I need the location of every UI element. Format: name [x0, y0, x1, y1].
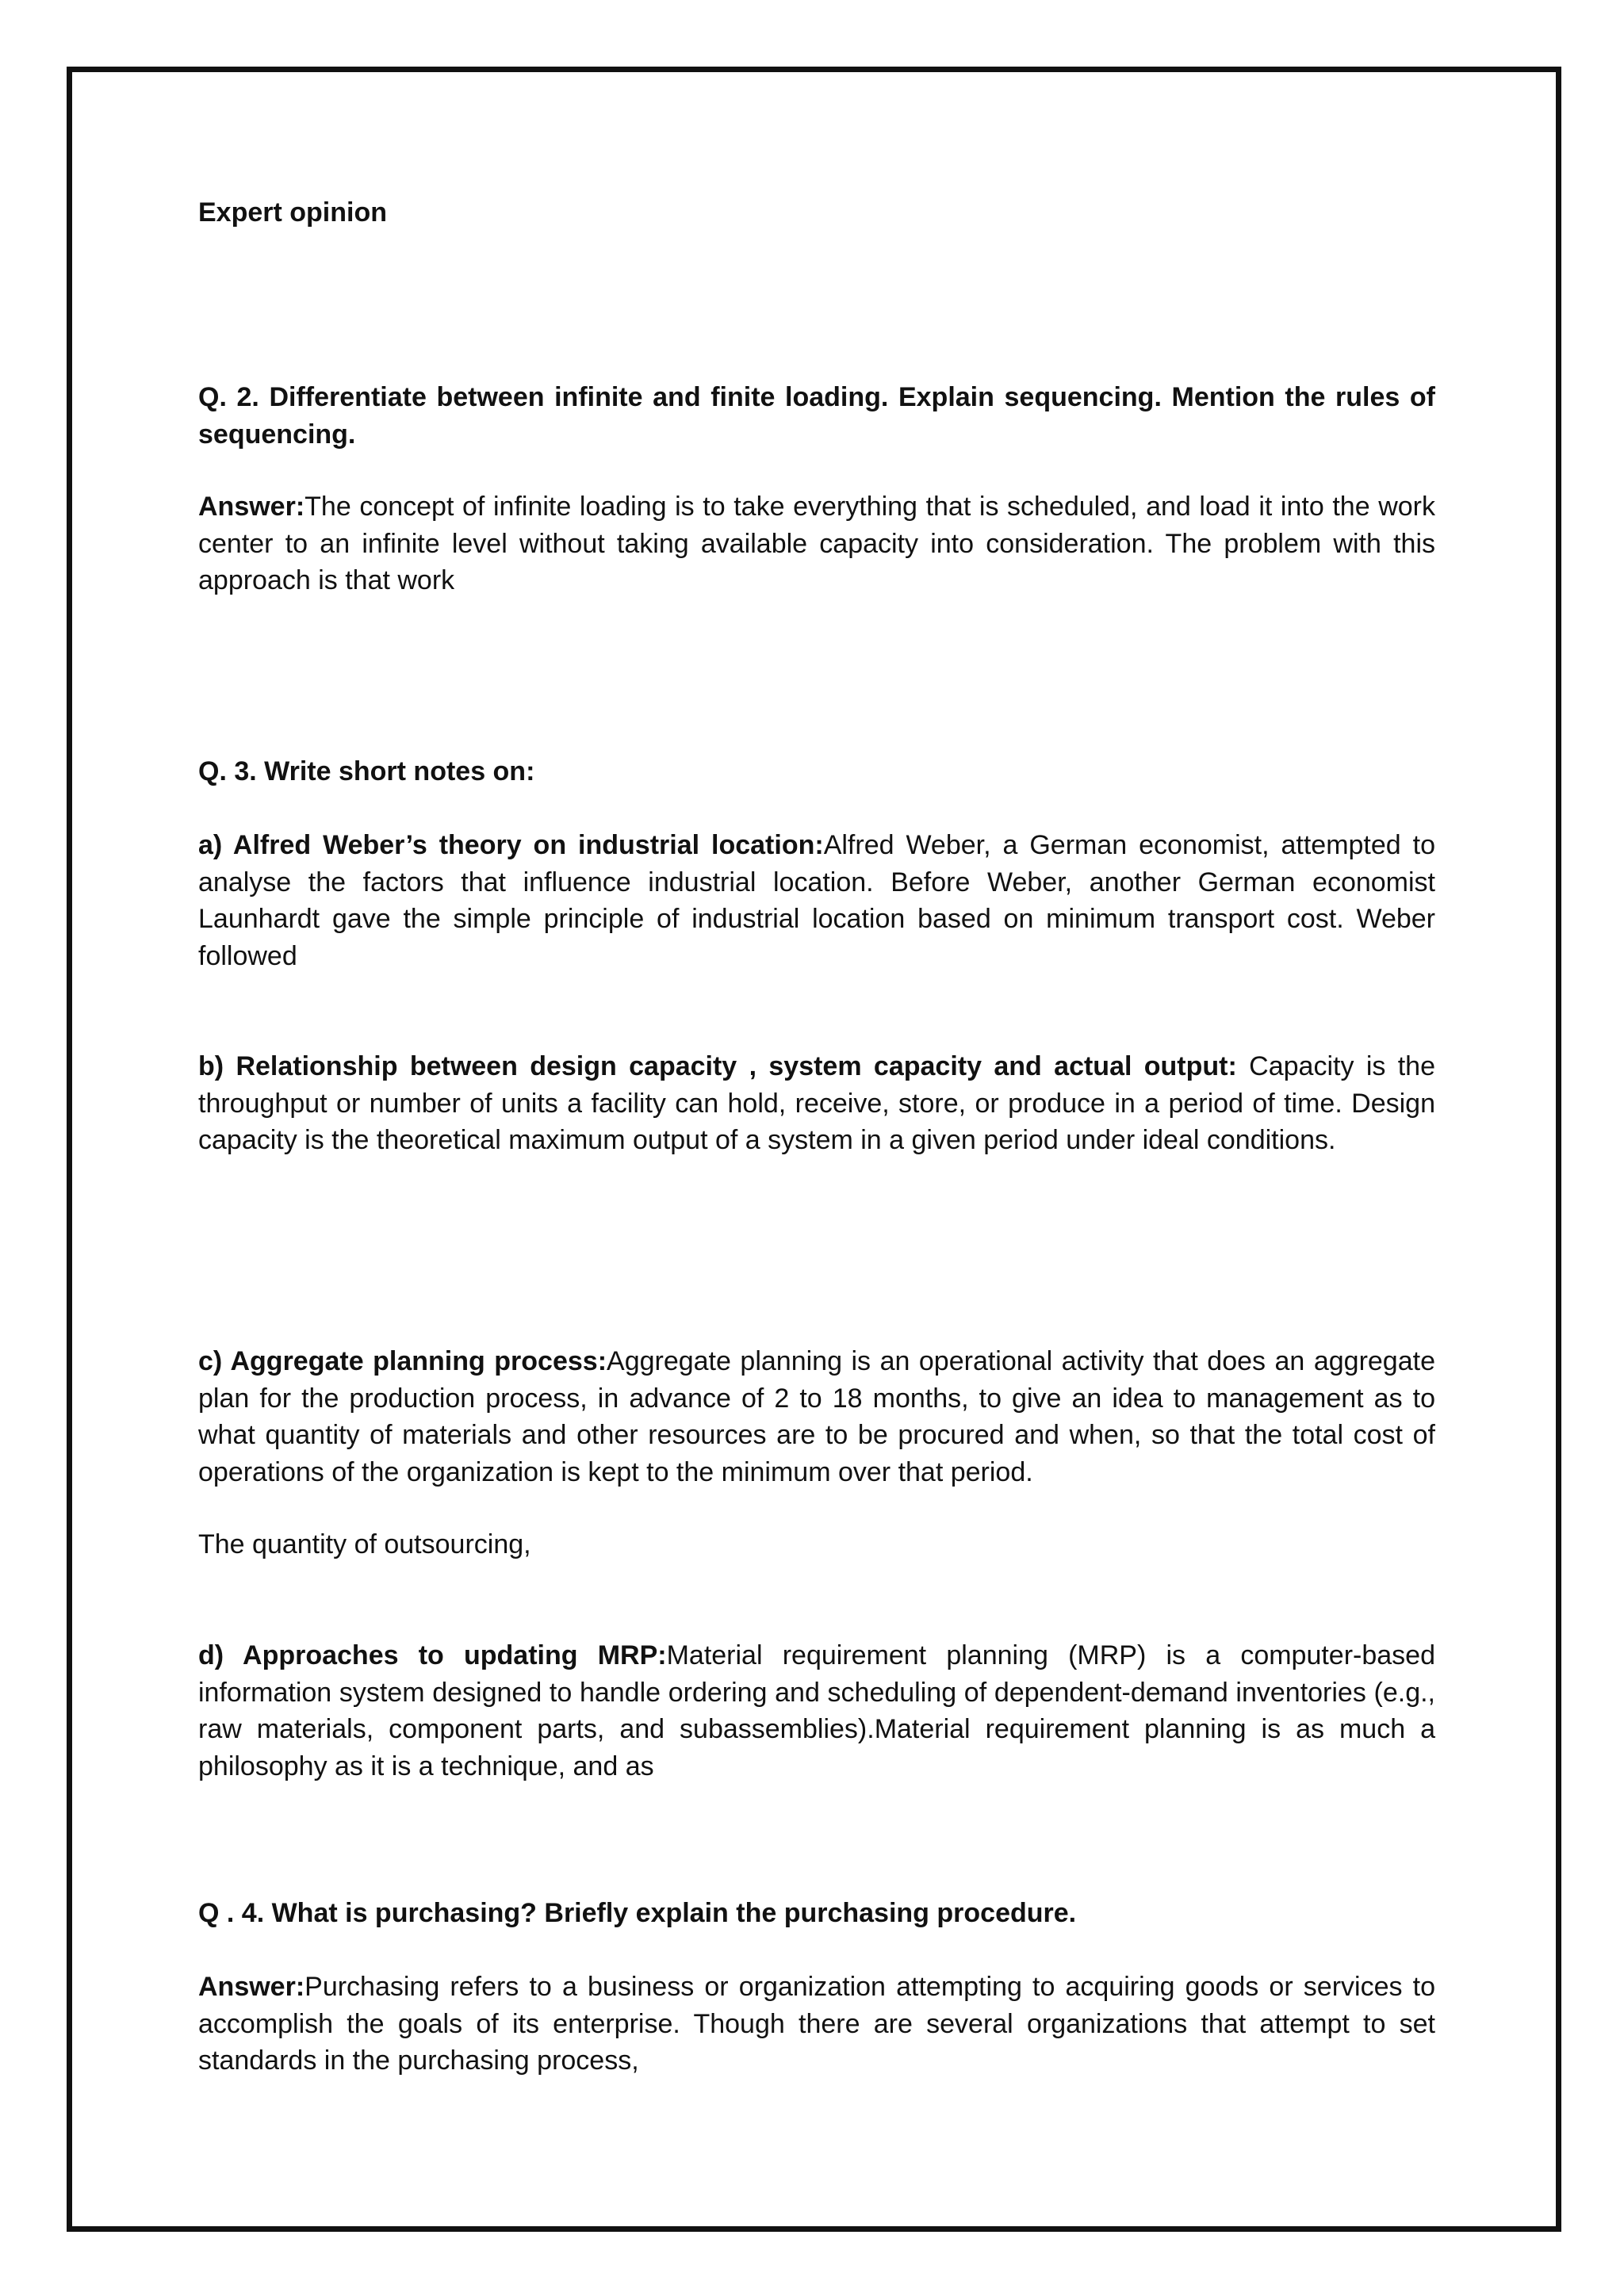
- q2-question: Q. 2. Differentiate between infinite and finite loading. Explain sequencing. Mention the rules of sequencing.: [198, 382, 1435, 450]
- q3-b-text: Capacity is the throughput or number of units a facility can hold, receive, store, or produce in a period of time. Design capacity is the theoretical maximum output of a system in a given period under ideal conditions.: [198, 1051, 1435, 1155]
- q3-a-paragraph: [198, 827, 1435, 974]
- q3-question: Q. 3. Write short notes on:: [198, 756, 535, 786]
- q2-answer-text: The concept of infinite loading is to take everything that is scheduled, and load it into the work center to an infinite level without taking available capacity into consideration. The problem with this approach is that work: [198, 492, 1435, 595]
- q2-answer: [198, 488, 1435, 599]
- document-heading: Expert opinion: [198, 197, 387, 228]
- q3-d-paragraph: [198, 1637, 1435, 1785]
- q3-d-text: Material requirement planning (MRP) is a computer-based information system designed to handle ordering and scheduling of dependent-demand inventories (e.g., raw materials, component parts, and subassemblies).Material requirement planning is as much a philosophy as it is a technique, and as: [198, 1640, 1436, 1781]
- q2-answer-label: Answer:: [198, 492, 305, 522]
- q3-c-extra: The quantity of outsourcing,: [198, 1529, 531, 1559]
- q3-c-label: c) Aggregate planning process:: [198, 1346, 607, 1376]
- q3-d-label: d) Approaches to updating MRP:: [198, 1640, 667, 1670]
- q3-b-paragraph: [198, 1048, 1435, 1159]
- q3-a-text: Alfred Weber, a German economist, attempted to analyse the factors that influence industrial location. Before Weber, another German economist Launhardt gave the simple principle of industrial location based on minimum transport cost. Weber followed: [198, 830, 1435, 971]
- q4-question: Q . 4. What is purchasing? Briefly explain the purchasing procedure.: [198, 1898, 1077, 1928]
- q3-a-label: a) Alfred Weber’s theory on industrial location:: [198, 830, 824, 860]
- q3-c-paragraph: [198, 1343, 1435, 1490]
- q3-c-text: Aggregate planning is an operational activity that does an aggregate plan for the production process, in advance of 2 to 18 months, to give an idea to management as to what quantity of materials and other resources are to be procured and when, so that the total cost of operations of the organization is kept to the minimum over that period.: [198, 1346, 1435, 1487]
- q4-answer: [198, 1969, 1435, 2080]
- q4-answer-text: Purchasing refers to a business or organization attempting to acquiring goods or services to accomplish the goals of its enterprise. Though there are several organizations that attempt to set standards in the purchasing process,: [198, 1972, 1435, 2076]
- q3-b-label: b) Relationship between design capacity , system capacity and actual output:: [198, 1051, 1237, 1081]
- q4-answer-label: Answer:: [198, 1972, 305, 2002]
